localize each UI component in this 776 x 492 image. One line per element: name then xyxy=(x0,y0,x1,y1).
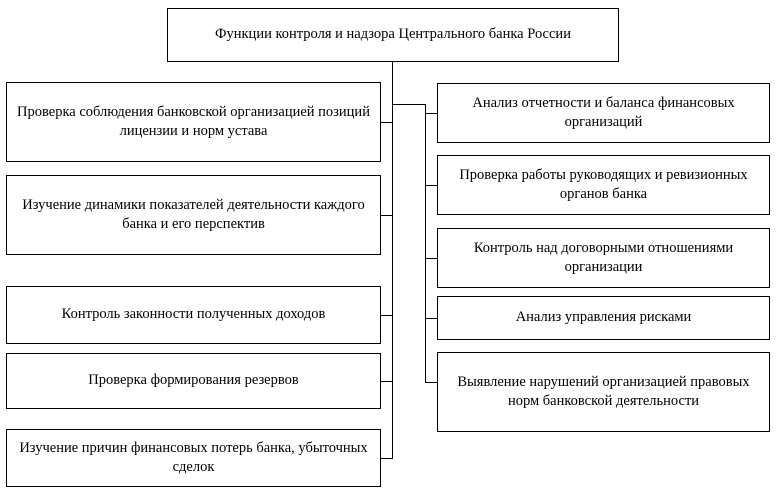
diagram-right-node-5 xyxy=(437,352,770,432)
diagram-left-node-2 xyxy=(6,175,381,255)
diagram-right-node-4 xyxy=(437,296,770,340)
diagram-right-node-2 xyxy=(437,155,770,215)
connector-left-stub-1 xyxy=(380,122,393,123)
diagram-right-node-3 xyxy=(437,228,770,288)
connector-left-stub-5 xyxy=(380,458,393,459)
diagram-right-label-4: Анализ управления рисками xyxy=(515,309,692,326)
diagram-right-label-5: Выявление нарушений организацией правовых норм банковской деятельности xyxy=(457,373,750,409)
connector-right-spine xyxy=(425,104,426,382)
connector-left-stub-2 xyxy=(380,215,393,216)
diagram-root-label: Функции контроля и надзора Центрального банка России xyxy=(215,26,571,43)
diagram-right-label-3: Контроль над договорными отношениями организации xyxy=(473,239,734,275)
diagram-right-node-1 xyxy=(437,83,770,143)
diagram-left-node-4 xyxy=(6,353,381,409)
connector-left-spine xyxy=(392,104,393,459)
diagram-left-label-3: Контроль законности полученных доходов xyxy=(61,306,326,323)
diagram-left-label-1: Проверка соблюдения банковской организацией позиций лицензии и норм устава xyxy=(17,103,370,139)
diagram-left-node-1 xyxy=(6,82,381,162)
diagram-right-label-1: Анализ отчетности и баланса финансовых организаций xyxy=(472,94,735,130)
diagram-left-label-2: Изучение динамики показателей деятельности каждого банка и его перспектив xyxy=(22,196,365,232)
connector-root-stem xyxy=(392,62,393,104)
diagram-left-node-5 xyxy=(6,429,381,487)
diagram-left-label-5: Изучение причин финансовых потерь банка, убыточных сделок xyxy=(19,439,368,475)
connector-left-stub-4 xyxy=(380,381,393,382)
diagram-right-label-2: Проверка работы руководящих и ревизионных органов банка xyxy=(459,166,748,202)
connector-top-crossbar xyxy=(392,104,426,105)
diagram-root-node xyxy=(167,8,619,62)
diagram-left-node-3 xyxy=(6,286,381,344)
connector-left-stub-3 xyxy=(380,315,393,316)
diagram-left-label-4: Проверка формирования резервов xyxy=(88,372,299,389)
